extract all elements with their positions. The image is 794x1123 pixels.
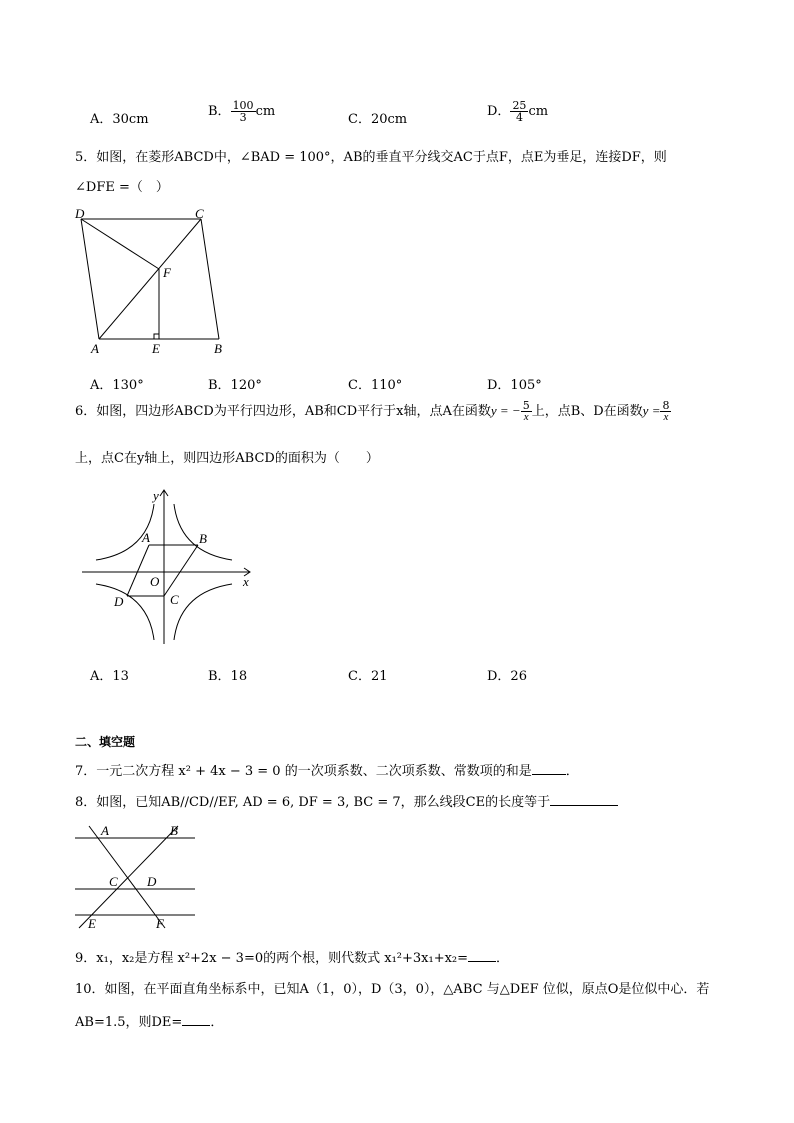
q6-hyperbola-figure — [78, 484, 258, 649]
q5-line1: 5．如图，在菱形ABCD中，∠BAD = 100°，AB的垂直平分线交AC于点F，点E为垂足，连接DF，则 — [75, 150, 667, 165]
q5-line2: ∠DFE =（ ） — [75, 180, 169, 195]
q8-text: 8．如图，已知AB//CD//EF, AD = 6, DF = 3, BC = 7，那么线段CE的长度等于 — [75, 795, 551, 810]
q5-option-b: B．120° — [208, 378, 262, 393]
label-x: x — [243, 574, 249, 589]
q10-answer-blank — [182, 1013, 210, 1026]
section-title-fill-in: 二、填空题 — [75, 735, 136, 749]
q9-answer-blank — [468, 949, 496, 962]
q4-option-b: B． $\frac{100}{3}$ cm — [208, 99, 276, 124]
label-f: F — [156, 916, 164, 931]
q7-text: 7．一元二次方程 x² + 4x − 3 = 0 的一次项系数、二次项系数、常数项的和是 — [75, 764, 532, 779]
q6-line2: 上，点C在y轴上，则四边形ABCD的面积为（ ） — [75, 451, 379, 466]
q10-line1: 10．如图，在平面直角坐标系中，已知A（1，0），D（3，0），△ABC 与△DEF 位似，原点O是位似中心．若 — [75, 982, 710, 997]
label-d: D — [147, 874, 157, 889]
side-da — [127, 545, 149, 596]
side-ad — [81, 219, 99, 339]
side-bc — [164, 545, 198, 596]
q4-option-d: D． $\frac{25}{4}$ cm — [487, 99, 549, 124]
q4-option-b-fraction: $\frac{100}{3}$ — [232, 99, 254, 124]
q6-option-d: D．26 — [487, 669, 527, 684]
label-e: E — [152, 341, 160, 356]
q5-rhombus-figure — [70, 205, 240, 357]
transversal-be — [79, 826, 178, 928]
q4-option-d-fraction: $\frac{25}{4}$ — [512, 99, 527, 124]
label-b: B — [199, 531, 207, 546]
segment-df — [81, 219, 159, 269]
label-c: C — [170, 592, 179, 607]
q9-text: 9．x₁，x₂是方程 x²+2x − 3=0的两个根，则代数式 x₁²+3x₁+x₂= — [75, 951, 469, 966]
label-a: A — [101, 823, 109, 838]
label-b: B — [170, 823, 178, 838]
q6-func2-fraction: $\frac{8}{x}$ — [662, 399, 670, 423]
q5-option-d: D．105° — [487, 378, 542, 393]
right-angle-mark — [154, 334, 159, 339]
hyperbola-q3 — [96, 584, 154, 640]
label-o: O — [150, 574, 160, 589]
label-a: A — [91, 341, 99, 356]
q6-func1-fraction: $\frac{5}{x}$ — [522, 399, 530, 423]
q6-option-c: C．21 — [348, 669, 388, 684]
q5-option-c: C．110° — [348, 378, 403, 393]
q10-text: AB=1.5，则DE= — [75, 1015, 183, 1030]
q7-line: 7．一元二次方程 x² + 4x − 3 = 0 的一次项系数、二次项系数、常数项的和是 ． — [75, 764, 579, 779]
diagonal-ac — [99, 219, 201, 339]
q9-line: 9．x₁，x₂是方程 x²+2x − 3=0的两个根，则代数式 x₁²+3x₁+x₂= ． — [75, 951, 510, 966]
q10-line2: AB=1.5，则DE= ． — [75, 1015, 224, 1030]
label-c: C — [195, 206, 204, 221]
hyperbola-q4 — [174, 584, 232, 640]
q6-option-a: A．13 — [90, 669, 129, 684]
q4-option-c: C．20cm — [348, 112, 408, 127]
side-cb — [201, 219, 219, 339]
q5-option-a: A．130° — [90, 378, 144, 393]
label-y: y — [153, 488, 159, 503]
q8-parallel-lines-figure — [72, 820, 202, 932]
q8-answer-blank — [550, 793, 618, 806]
q4-option-a: A．30cm — [90, 112, 149, 127]
label-a: A — [142, 530, 150, 545]
label-d: D — [114, 594, 124, 609]
label-c: C — [109, 874, 118, 889]
label-b: B — [214, 341, 222, 356]
q6-line1: 6．如图，四边形ABCD为平行四边形，AB和CD平行于x轴，点A在函数y = − $\frac{5}{x}$ 上，点B、D在函数y = $\frac{8}{x}$ — [75, 399, 670, 423]
q6-option-b: B．18 — [208, 669, 248, 684]
label-d: D — [75, 206, 85, 221]
q8-line — [75, 791, 618, 810]
q7-answer-blank — [532, 762, 566, 775]
label-e: E — [88, 916, 96, 931]
label-f: F — [163, 265, 171, 280]
